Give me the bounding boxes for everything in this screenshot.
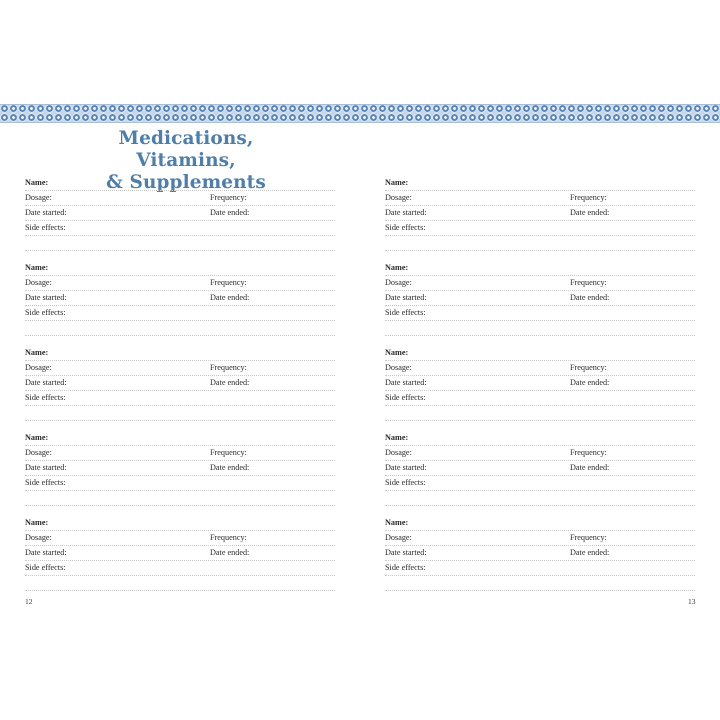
side-effects-continuation-line[interactable] (385, 236, 695, 251)
dates-row[interactable] (385, 206, 695, 221)
date-started-label: Date started: (385, 378, 427, 387)
page-title-line-2: & Supplements (106, 172, 266, 193)
name-row[interactable] (25, 431, 335, 446)
side-effects-continuation-line[interactable] (385, 406, 695, 421)
dates-row[interactable] (385, 291, 695, 306)
frequency-label: Frequency: (570, 363, 607, 372)
side-effects-label: Side effects: (385, 223, 426, 232)
side-effects-continuation-line[interactable] (25, 236, 335, 251)
name-label: Name: (385, 348, 409, 357)
right-column (385, 176, 695, 601)
dates-row[interactable] (385, 546, 695, 561)
dosage-label: Dosage: (385, 193, 412, 202)
side-effects-label: Side effects: (25, 393, 66, 402)
frequency-label: Frequency: (570, 533, 607, 542)
date-started-label: Date started: (25, 208, 67, 217)
side-effects-label: Side effects: (385, 478, 426, 487)
dates-row[interactable] (25, 206, 335, 221)
dosage-frequency-row[interactable] (385, 276, 695, 291)
name-label: Name: (385, 263, 409, 272)
name-row[interactable] (385, 346, 695, 361)
name-label: Name: (25, 433, 49, 442)
side-effects-row[interactable] (25, 221, 335, 236)
side-effects-label: Side effects: (385, 563, 426, 572)
name-label: Name: (25, 263, 49, 272)
side-effects-row[interactable] (25, 476, 335, 491)
date-ended-label: Date ended: (210, 378, 250, 387)
frequency-label: Frequency: (210, 448, 247, 457)
dosage-frequency-row[interactable] (385, 191, 695, 206)
date-started-label: Date started: (385, 548, 427, 557)
medication-entry (385, 431, 695, 516)
side-effects-continuation-line[interactable] (25, 576, 335, 591)
left-column (25, 176, 335, 601)
dosage-frequency-row[interactable] (385, 361, 695, 376)
date-ended-label: Date ended: (210, 208, 250, 217)
medication-entry (385, 346, 695, 431)
dates-row[interactable] (385, 376, 695, 391)
medication-entry (385, 261, 695, 346)
date-ended-label: Date ended: (570, 293, 610, 302)
date-ended-label: Date ended: (570, 463, 610, 472)
dosage-label: Dosage: (25, 193, 52, 202)
name-label: Name: (385, 518, 409, 527)
name-label: Name: (25, 178, 49, 187)
date-ended-label: Date ended: (570, 208, 610, 217)
date-started-label: Date started: (25, 378, 67, 387)
medication-entry (385, 176, 695, 261)
page-number-right: 13 (688, 597, 696, 606)
date-started-label: Date started: (385, 293, 427, 302)
dosage-frequency-row[interactable] (25, 191, 335, 206)
page-number-left: 12 (25, 597, 33, 606)
side-effects-row[interactable] (385, 306, 695, 321)
frequency-label: Frequency: (210, 278, 247, 287)
dosage-frequency-row[interactable] (25, 446, 335, 461)
name-label: Name: (25, 348, 49, 357)
date-ended-label: Date ended: (210, 463, 250, 472)
name-row[interactable] (385, 261, 695, 276)
side-effects-continuation-line[interactable] (385, 491, 695, 506)
date-started-label: Date started: (385, 208, 427, 217)
side-effects-continuation-line[interactable] (25, 321, 335, 336)
name-row[interactable] (25, 176, 335, 191)
side-effects-row[interactable] (385, 391, 695, 406)
dates-row[interactable] (25, 376, 335, 391)
name-row[interactable] (25, 346, 335, 361)
frequency-label: Frequency: (210, 533, 247, 542)
medication-entry (385, 516, 695, 601)
date-ended-label: Date ended: (570, 378, 610, 387)
side-effects-label: Side effects: (25, 478, 66, 487)
side-effects-continuation-line[interactable] (385, 321, 695, 336)
side-effects-label: Side effects: (25, 563, 66, 572)
dosage-frequency-row[interactable] (385, 446, 695, 461)
side-effects-row[interactable] (25, 391, 335, 406)
name-row[interactable] (385, 431, 695, 446)
medication-entry (25, 516, 335, 601)
date-started-label: Date started: (25, 293, 67, 302)
dosage-frequency-row[interactable] (25, 276, 335, 291)
side-effects-continuation-line[interactable] (25, 491, 335, 506)
side-effects-row[interactable] (25, 306, 335, 321)
page-title-line-1: Medications, Vitamins, (118, 128, 254, 171)
name-row[interactable] (385, 516, 695, 531)
date-started-label: Date started: (25, 463, 67, 472)
frequency-label: Frequency: (570, 448, 607, 457)
medication-entry (25, 431, 335, 516)
frequency-label: Frequency: (570, 193, 607, 202)
dates-row[interactable] (25, 461, 335, 476)
dates-row[interactable] (25, 291, 335, 306)
side-effects-continuation-line[interactable] (25, 406, 335, 421)
dosage-label: Dosage: (25, 278, 52, 287)
name-row[interactable] (25, 261, 335, 276)
name-row[interactable] (385, 176, 695, 191)
dosage-label: Dosage: (385, 448, 412, 457)
date-ended-label: Date ended: (570, 548, 610, 557)
date-ended-label: Date ended: (210, 293, 250, 302)
frequency-label: Frequency: (210, 363, 247, 372)
dates-row[interactable] (25, 546, 335, 561)
side-effects-row[interactable] (385, 221, 695, 236)
name-label: Name: (385, 178, 409, 187)
decorative-pattern-band (0, 104, 720, 123)
date-ended-label: Date ended: (210, 548, 250, 557)
dosage-label: Dosage: (25, 448, 52, 457)
dosage-frequency-row[interactable] (25, 361, 335, 376)
name-row[interactable] (25, 516, 335, 531)
medication-entry (25, 261, 335, 346)
dosage-frequency-row[interactable] (25, 531, 335, 546)
medication-entry (25, 346, 335, 431)
dates-row[interactable] (385, 461, 695, 476)
date-started-label: Date started: (25, 548, 67, 557)
frequency-label: Frequency: (570, 278, 607, 287)
date-started-label: Date started: (385, 463, 427, 472)
side-effects-label: Side effects: (25, 223, 66, 232)
side-effects-label: Side effects: (385, 393, 426, 402)
side-effects-row[interactable] (385, 561, 695, 576)
medication-entry (25, 176, 335, 261)
side-effects-label: Side effects: (385, 308, 426, 317)
frequency-label: Frequency: (210, 193, 247, 202)
side-effects-row[interactable] (25, 561, 335, 576)
dosage-label: Dosage: (385, 533, 412, 542)
dosage-label: Dosage: (25, 363, 52, 372)
dosage-frequency-row[interactable] (385, 531, 695, 546)
side-effects-continuation-line[interactable] (385, 576, 695, 591)
dosage-label: Dosage: (385, 363, 412, 372)
dosage-label: Dosage: (25, 533, 52, 542)
dosage-label: Dosage: (385, 278, 412, 287)
name-label: Name: (385, 433, 409, 442)
side-effects-row[interactable] (385, 476, 695, 491)
name-label: Name: (25, 518, 49, 527)
side-effects-label: Side effects: (25, 308, 66, 317)
